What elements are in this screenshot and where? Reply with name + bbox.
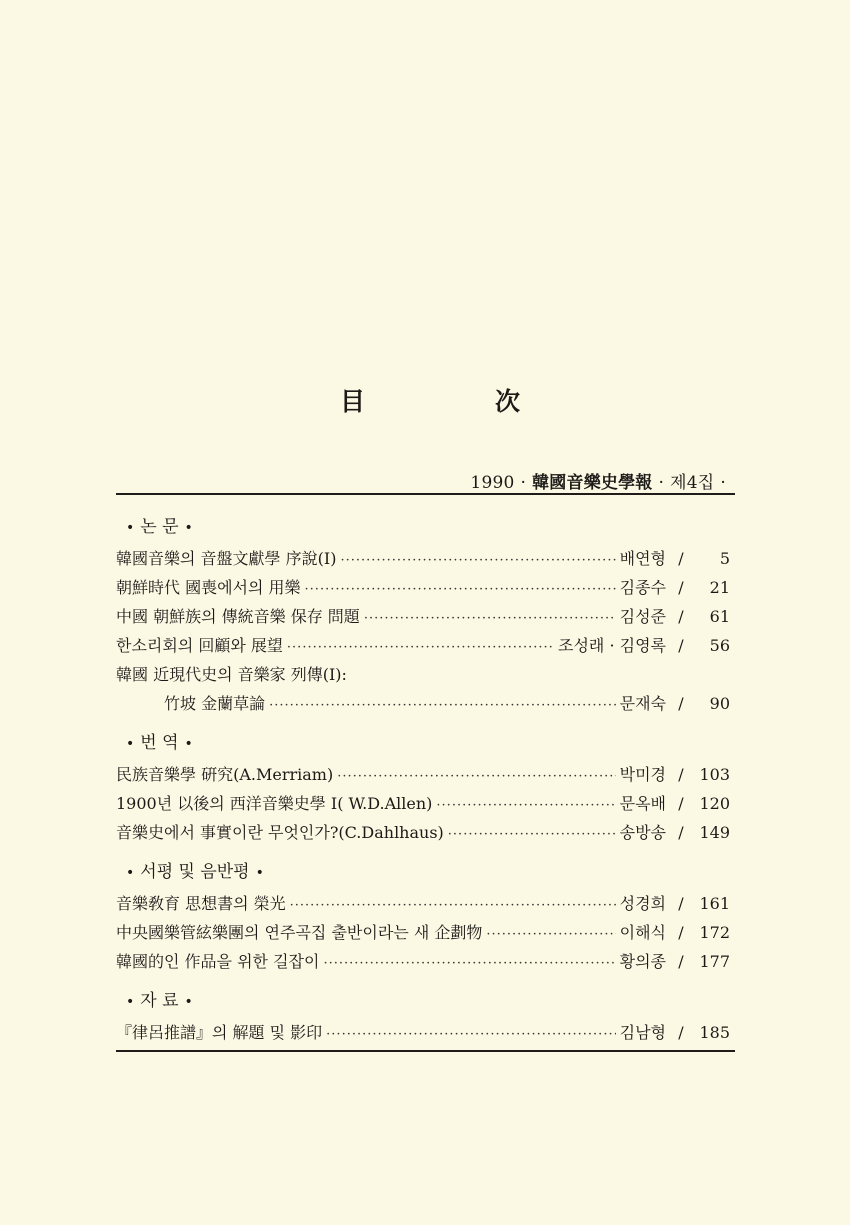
- entry-slash: /: [678, 794, 684, 813]
- entry-author: 문옥배: [619, 794, 666, 813]
- dot-leader: [436, 791, 615, 820]
- subhead-separator: ·: [658, 473, 665, 493]
- entry-title: 竹坡 金蘭草論: [164, 694, 266, 713]
- subhead-year: 1990: [470, 473, 515, 493]
- title-char-1: 目: [340, 387, 366, 416]
- entry-author: 문재숙: [619, 694, 666, 713]
- entry-title: 音樂敎育 思想書의 榮光: [116, 894, 286, 913]
- bullet-icon: •: [184, 736, 193, 752]
- entry-page: 90: [709, 694, 730, 713]
- title-char-2: 次: [494, 387, 520, 416]
- entry-title: 中央國樂管絃樂團의 연주곡집 출반이라는 새 企劃物: [116, 923, 483, 942]
- toc-entry[interactable]: [116, 818, 730, 847]
- table-of-contents: [116, 510, 730, 1055]
- section-heading-label: 논 문: [140, 517, 179, 537]
- entry-title: 中國 朝鮮族의 傳統音樂 保存 問題: [116, 607, 360, 626]
- entry-page: 56: [709, 636, 730, 655]
- entry-title: 한소리회의 回顧와 展望: [116, 636, 283, 655]
- entry-title: 民族音樂學 硏究(A.Merriam): [116, 765, 334, 784]
- entry-page: 185: [699, 1023, 730, 1042]
- dot-leader: [287, 633, 554, 662]
- toc-entry[interactable]: [116, 631, 730, 660]
- bottom-rule: [116, 1050, 735, 1052]
- dot-leader: [323, 949, 615, 978]
- bullet-icon: •: [126, 520, 135, 536]
- entry-page: 120: [699, 794, 730, 813]
- entry-slash: /: [678, 607, 684, 626]
- entry-slash: /: [678, 636, 684, 655]
- page-title: [300, 382, 560, 418]
- entry-author: 송방송: [619, 823, 666, 842]
- toc-section: [116, 855, 730, 976]
- bullet-icon: •: [184, 520, 193, 536]
- entry-page: 103: [699, 765, 730, 784]
- dot-leader: [269, 691, 616, 720]
- toc-section: [116, 726, 730, 847]
- bullet-icon: •: [126, 994, 135, 1010]
- entry-slash: /: [678, 549, 684, 568]
- entry-slash: /: [678, 578, 684, 597]
- entry-author: 조성래 · 김영록: [558, 636, 666, 655]
- subhead-separator: ·: [720, 473, 726, 493]
- entry-title: 音樂史에서 事實이란 무엇인가?(C.Dahlhaus): [116, 823, 444, 842]
- toc-entry[interactable]: [116, 602, 730, 631]
- subhead-separator: ·: [520, 473, 527, 493]
- top-rule: [116, 493, 735, 495]
- entry-title: 1900년 以後의 西洋音樂史學 Ⅰ( W.D.Allen): [116, 794, 433, 813]
- toc-entry[interactable]: [116, 918, 730, 947]
- entry-page: 61: [709, 607, 730, 626]
- entry-slash: /: [678, 765, 684, 784]
- entry-slash: /: [678, 894, 684, 913]
- subhead-journal: 韓國音樂史學報: [532, 473, 653, 493]
- section-heading: [116, 984, 730, 1018]
- entry-slash: /: [678, 923, 684, 942]
- dot-leader: [364, 604, 616, 633]
- entry-slash: /: [678, 952, 684, 971]
- journal-subhead: [470, 468, 732, 493]
- entry-author: 김종수: [619, 578, 666, 597]
- toc-entry[interactable]: [116, 947, 730, 976]
- entry-author: 배연형: [619, 549, 666, 568]
- dot-leader: [326, 1020, 615, 1049]
- dot-leader: [486, 920, 615, 949]
- entry-title: 『律呂推譜』의 解題 및 影印: [116, 1023, 323, 1042]
- entry-page: 21: [709, 578, 730, 597]
- section-heading-label: 번 역: [140, 733, 179, 753]
- bullet-icon: •: [126, 736, 135, 752]
- entry-title: 韓國音樂의 音盤文獻學 序說(Ⅰ): [116, 549, 337, 568]
- toc-entry[interactable]: [116, 573, 730, 602]
- entry-title: 韓國 近現代史의 音樂家 列傳(Ⅰ):: [116, 665, 347, 684]
- entry-title: 朝鮮時代 國喪에서의 用樂: [116, 578, 301, 597]
- entry-page: 177: [699, 952, 730, 971]
- entry-author: 이해식: [619, 923, 666, 942]
- entry-page: 149: [699, 823, 730, 842]
- entry-page: 161: [699, 894, 730, 913]
- entry-title: 韓國的인 作品을 위한 길잡이: [116, 952, 320, 971]
- toc-entry[interactable]: [116, 544, 730, 573]
- dot-leader: [337, 762, 615, 791]
- toc-entry[interactable]: [116, 760, 730, 789]
- entry-author: 성경희: [619, 894, 666, 913]
- entry-page: 5: [719, 549, 730, 568]
- entry-author: 박미경: [619, 765, 666, 784]
- section-heading: [116, 855, 730, 889]
- section-heading-label: 서평 및 음반평: [140, 862, 250, 882]
- toc-entry[interactable]: [116, 889, 730, 918]
- subhead-issue: 제4집: [670, 473, 715, 493]
- toc-entry[interactable]: [116, 660, 730, 689]
- dot-leader: [305, 575, 616, 604]
- bullet-icon: •: [184, 994, 193, 1010]
- entry-author: 황의종: [619, 952, 666, 971]
- entry-author: 김성준: [619, 607, 666, 626]
- entry-slash: /: [678, 694, 684, 713]
- toc-section: [116, 984, 730, 1047]
- toc-section: [116, 510, 730, 718]
- toc-entry[interactable]: [116, 789, 730, 818]
- bullet-icon: •: [255, 865, 264, 881]
- entry-slash: /: [678, 1023, 684, 1042]
- dot-leader: [448, 820, 616, 849]
- section-heading: [116, 510, 730, 544]
- entry-page: 172: [699, 923, 730, 942]
- dot-leader: [290, 891, 616, 920]
- entry-author: 김남형: [619, 1023, 666, 1042]
- bullet-icon: •: [126, 865, 135, 881]
- section-heading: [116, 726, 730, 760]
- dot-leader: [340, 546, 615, 575]
- section-heading-label: 자 료: [140, 991, 179, 1011]
- entry-slash: /: [678, 823, 684, 842]
- toc-entry[interactable]: [116, 1018, 730, 1047]
- toc-entry[interactable]: [116, 689, 730, 718]
